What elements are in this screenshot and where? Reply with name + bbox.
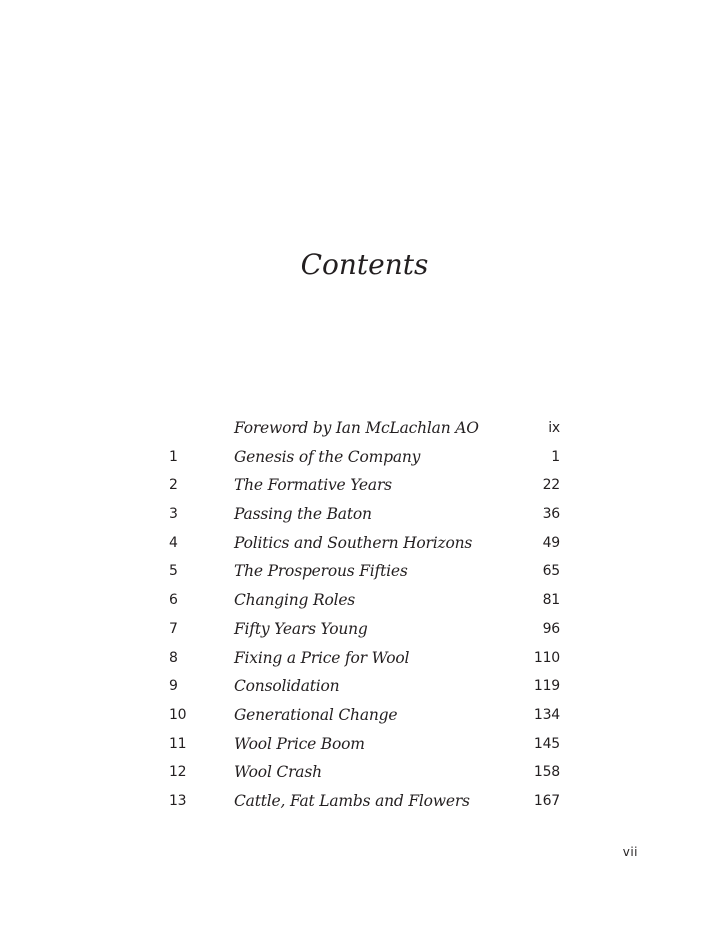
chapter-number: 12 (169, 764, 187, 781)
toc-entry-11 (0, 730, 709, 759)
page-number: 65 (542, 563, 560, 580)
page-number: 119 (533, 678, 560, 695)
page-number: 81 (542, 592, 560, 609)
table-of-contents (0, 414, 709, 816)
toc-entry-10 (0, 701, 709, 730)
toc-entry-4 (0, 529, 709, 558)
page-title: Contents (300, 248, 429, 281)
toc-entry-7 (0, 615, 709, 644)
chapter-title: Changing Roles (234, 591, 356, 610)
chapter-number: 10 (169, 706, 187, 723)
chapter-title: Wool Crash (234, 763, 322, 782)
chapter-title: The Prosperous Fifties (234, 562, 408, 581)
toc-entry-12 (0, 758, 709, 787)
chapter-number: 9 (169, 678, 178, 695)
page-number: 158 (533, 764, 560, 781)
chapter-number: 4 (169, 534, 178, 551)
page-number: 145 (533, 735, 560, 752)
page-number: 110 (533, 649, 560, 666)
chapter-title: Consolidation (234, 677, 340, 696)
toc-entry-2 (0, 471, 709, 500)
toc-entry-8 (0, 644, 709, 673)
chapter-number: 8 (169, 649, 178, 666)
chapter-number: 13 (169, 792, 187, 809)
chapter-title: Passing the Baton (234, 505, 372, 524)
page-number: 1 (551, 448, 560, 465)
page-number: 134 (533, 706, 560, 723)
chapter-number: 2 (169, 477, 178, 494)
chapter-title: Generational Change (234, 705, 398, 724)
chapter-number: 5 (169, 563, 178, 580)
chapter-number: 3 (169, 506, 178, 523)
chapter-title: Fifty Years Young (234, 619, 368, 638)
chapter-number: 11 (169, 735, 187, 752)
chapter-title: Wool Price Boom (234, 734, 365, 753)
chapter-title: Politics and Southern Horizons (234, 533, 473, 552)
toc-entry-3 (0, 500, 709, 529)
chapter-number: 7 (169, 620, 178, 637)
page-number: 22 (542, 477, 560, 494)
toc-entry-1 (0, 443, 709, 472)
chapter-title: Fixing a Price for Wool (234, 648, 410, 667)
page-number: 36 (542, 506, 560, 523)
chapter-number: 6 (169, 592, 178, 609)
toc-entry-6 (0, 586, 709, 615)
toc-entry-5 (0, 557, 709, 586)
chapter-number: 1 (169, 448, 178, 465)
chapter-title: Foreword by Ian McLachlan AO (234, 419, 479, 437)
toc-entry-13 (0, 787, 709, 816)
toc-entry-foreword (0, 414, 709, 443)
chapter-title: Genesis of the Company (234, 447, 421, 466)
toc-entry-9 (0, 672, 709, 701)
page-number: 96 (542, 620, 560, 637)
page-number: 49 (542, 534, 560, 551)
chapter-title: The Formative Years (234, 476, 392, 495)
page-number: 167 (533, 792, 560, 809)
page-folio: vii (622, 845, 638, 859)
page-number: ix (548, 420, 560, 436)
chapter-title: Cattle, Fat Lambs and Flowers (234, 791, 470, 810)
